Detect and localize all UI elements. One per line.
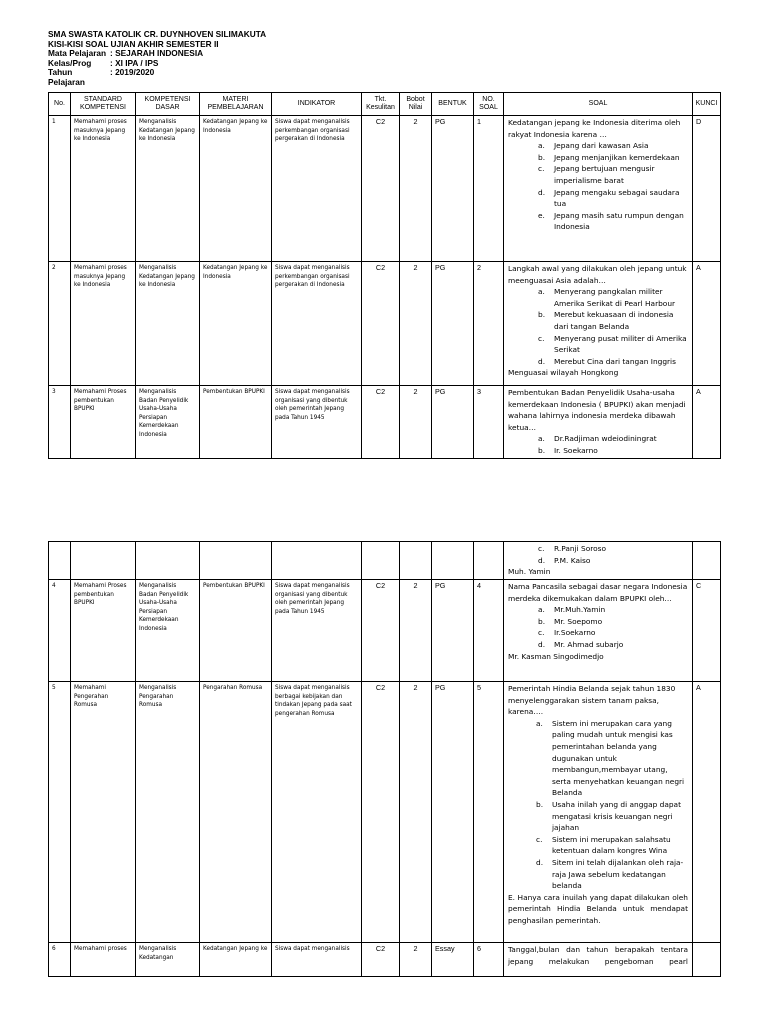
cell-bobot: 2 — [400, 943, 432, 977]
col-header-indikator: INDIKATOR — [272, 93, 362, 116]
cell-no-soal: 5 — [474, 682, 504, 943]
cell-kompetensi — [136, 542, 200, 580]
cell-no — [49, 542, 71, 580]
col-header-soal: SOAL — [504, 93, 693, 116]
cell-materi: Kedatangan Jepang ke — [200, 943, 272, 977]
cell-bentuk: PG — [432, 682, 474, 943]
table-row — [49, 682, 721, 943]
meta-key: Kelas/Prog — [48, 57, 92, 68]
trailing-option-text: Mr. Kasman Singodimedjo — [508, 651, 604, 661]
option-item: c. Ir.Soekarno — [554, 627, 688, 639]
option-item: d. Mr. Ahmad subarjo — [554, 639, 688, 651]
cell-soal — [504, 943, 693, 977]
option-item: d. Sitem ini telah dijalankan oleh raja-raja Jawa sebelum kedatangan belanda — [552, 857, 688, 892]
cell-materi: Kedatangan Jepang ke Indonesia — [200, 116, 272, 262]
option-item: b. Mr. Soepomo — [554, 616, 688, 628]
cell-soal — [504, 262, 693, 386]
cell-kunci: D — [693, 116, 721, 262]
table-row — [49, 262, 721, 386]
cell-materi — [200, 542, 272, 580]
col-header-kunci: KUNCI — [693, 93, 721, 116]
cell-standard: Memahami Pengerahan Romusa — [71, 682, 136, 943]
option-item: a. Jepang dari kawasan Asia — [554, 140, 688, 152]
cell-kompetensi: Menganalisis Badan Penyelidik Usaha-Usaha Persiapan Kemerdekaan Indonesia — [136, 386, 200, 459]
cell-bobot: 2 — [400, 682, 432, 943]
cell-soal — [504, 580, 693, 682]
cell-kunci: A — [693, 682, 721, 943]
option-list — [508, 543, 688, 566]
col-header-bentuk: BENTUK — [432, 93, 474, 116]
cell-tingkat — [362, 542, 400, 580]
cell-no-soal — [474, 542, 504, 580]
cell-bentuk: PG — [432, 262, 474, 386]
option-item: d. P.M. Kaiso — [554, 555, 688, 567]
cell-indikator: Siswa dapat menganalisis — [272, 943, 362, 977]
question-text: Pembentukan Badan Penyelidik Usaha-usaha kemerdekaan Indonesia ( BPUPKI) akan menjadi wahana lahirnya indonesia merdeka dibawah ketua… — [508, 388, 686, 432]
school-name: SMA SWASTA KATOLIK CR. DUYNHOVEN SILIMAKUTA — [48, 29, 267, 39]
cell-bobot: 2 — [400, 386, 432, 459]
cell-kunci — [693, 542, 721, 580]
cell-no-soal: 3 — [474, 386, 504, 459]
cell-kunci: A — [693, 386, 721, 459]
cell-no: 2 — [49, 262, 71, 386]
cell-materi: Pembentukan BPUPKI — [200, 386, 272, 459]
option-item: a. Mr.Muh.Yamin — [554, 604, 688, 616]
col-header-tingkat: Tkt. Kesulitan — [362, 93, 400, 116]
cell-bentuk: PG — [432, 386, 474, 459]
option-item: b. Merebut kekuasaan di indonesia dari tangan Belanda — [554, 309, 688, 332]
trailing-option-text: E. Hanya cara inuilah yang dapat dilakukan oleh pemerintah Hindia Belanda untuk mendapat penghasilan pemerintah. — [508, 892, 688, 925]
option-list — [508, 433, 688, 456]
cell-no: 5 — [49, 682, 71, 943]
cell-tingkat: C2 — [362, 116, 400, 262]
cell-tingkat: C2 — [362, 682, 400, 943]
option-item: d. Jepang mengaku sebagai saudara tua — [554, 187, 688, 210]
option-item: c. Menyerang pusat militer di Amerika Serikat — [554, 333, 688, 356]
meta-key: Mata Pelajaran — [48, 48, 107, 59]
cell-no-soal: 6 — [474, 943, 504, 977]
option-item: a. Dr.Radjiman wdeiodiningrat — [554, 433, 688, 445]
option-item: a. Menyerang pangkalan militer Amerika Serikat di Pearl Harbour — [554, 286, 688, 309]
cell-kompetensi: Menganalisis Pengarahan Romusa — [136, 682, 200, 943]
cell-bentuk — [432, 542, 474, 580]
cell-bobot: 2 — [400, 116, 432, 262]
cell-soal — [504, 386, 693, 459]
cell-bobot — [400, 542, 432, 580]
cell-no: 1 — [49, 116, 71, 262]
question-text: Tanggal,bulan dan tahun berapakah tentara jepang melakukan pengeboman pearl — [508, 945, 688, 966]
option-item: b. Jepang menjanjikan kemerdekaan — [554, 152, 688, 164]
cell-standard: Memahami proses masuknya Jepang ke Indonesia — [71, 262, 136, 386]
cell-materi: Pengarahan Romusa — [200, 682, 272, 943]
cell-indikator: Siswa dapat menganalisis perkembangan organisasi pergerakan di Indonesia — [272, 262, 362, 386]
document-title: KISI-KISI SOAL UJIAN AKHIR SEMESTER II — [48, 38, 219, 49]
question-text: Kedatangan jepang ke Indonesia diterima oleh rakyat Indonesia karena … — [508, 118, 681, 139]
table-row — [49, 943, 721, 977]
col-header-materi: MATERI PEMBELAJARAN — [200, 93, 272, 116]
cell-kunci — [693, 943, 721, 977]
cell-no-soal: 2 — [474, 262, 504, 386]
table-header-row — [49, 93, 721, 116]
cell-tingkat: C2 — [362, 943, 400, 977]
cell-no: 4 — [49, 580, 71, 682]
option-list — [508, 604, 688, 650]
option-list — [508, 286, 688, 367]
question-text: Langkah awal yang dilakukan oleh jepang untuk meenguasai Asia adalah… — [508, 264, 687, 285]
meta-row-class — [48, 59, 266, 69]
option-list — [508, 718, 688, 892]
cell-soal — [504, 542, 693, 580]
meta-key: Tahun Pelajaran — [48, 67, 85, 87]
cell-materi: Pembentukan BPUPKI — [200, 580, 272, 682]
cell-bentuk: PG — [432, 116, 474, 262]
kisi-kisi-table-page-1 — [48, 92, 721, 459]
option-item: a. Sistem ini merupakan cara yang paling mudah untuk mengisi kas pemerintahan belanda yang dugunakan untuk membangun,membayar utang, serta menyehatkan keuangan negri Belanda — [552, 718, 688, 799]
cell-tingkat: C2 — [362, 386, 400, 459]
meta-value: : SEJARAH INDONESIA — [110, 48, 204, 59]
cell-no: 6 — [49, 943, 71, 977]
col-header-kompetensi: KOMPETENSI DASAR — [136, 93, 200, 116]
cell-kunci: C — [693, 580, 721, 682]
cell-materi: Kedatangan Jepang ke Indonesia — [200, 262, 272, 386]
option-item: d. Merebut Cina dari tangan Inggris — [554, 356, 688, 368]
cell-indikator: Siswa dapat menganalisis perkembangan organisasi pergerakan di Indonesia — [272, 116, 362, 262]
option-item: b. Ir. Soekarno — [554, 445, 688, 457]
meta-row-year — [48, 68, 266, 87]
document-header — [48, 30, 266, 88]
table-row — [49, 580, 721, 682]
cell-kompetensi: Menganalisis Kedatangan Jepang ke Indonesia — [136, 262, 200, 386]
cell-no: 3 — [49, 386, 71, 459]
cell-indikator: Siswa dapat menganalisis organisasi yang dibentuk oleh pemerintah Jepang pada Tahun 1945 — [272, 580, 362, 682]
cell-bentuk: PG — [432, 580, 474, 682]
option-item: c. Sistem ini merupakan salahsatu ketentuan dalam kongres Wina — [552, 834, 688, 857]
cell-soal — [504, 116, 693, 262]
question-text: Pemerintah Hindia Belanda sejak tahun 1830 menyelenggarakan sistem tanam paksa, karena…. — [508, 684, 676, 717]
cell-standard — [71, 542, 136, 580]
cell-indikator: Siswa dapat menganalisis organisasi yang dibentuk oleh pemerintah Jepang pada Tahun 1945 — [272, 386, 362, 459]
trailing-option-text: Menguasai wilayah Hongkong — [508, 368, 619, 378]
table-row-continuation — [49, 542, 721, 580]
cell-tingkat: C2 — [362, 262, 400, 386]
col-header-bobot: Bobot Nilai — [400, 93, 432, 116]
kisi-kisi-table-page-2 — [48, 541, 721, 977]
option-item: c. R.Panji Soroso — [554, 543, 688, 555]
cell-indikator — [272, 542, 362, 580]
trailing-option-text: Muh. Yamin — [508, 567, 551, 577]
col-header-no: No. — [49, 93, 71, 116]
col-header-no-soal: NO. SOAL — [474, 93, 504, 116]
col-header-standard: STANDARD KOMPETENSI — [71, 93, 136, 116]
cell-standard: Memahami proses — [71, 943, 136, 977]
table-row — [49, 386, 721, 459]
option-item: c. Jepang bertujuan mengusir imperialisme barat — [554, 163, 688, 186]
cell-indikator: Siswa dapat menganalisis berbagai kebijakan dan tindakan Jepang pada saat pengerahan Romusa — [272, 682, 362, 943]
cell-kompetensi: Menganalisis Kedatangan — [136, 943, 200, 977]
cell-no-soal: 4 — [474, 580, 504, 682]
cell-soal — [504, 682, 693, 943]
table-row — [49, 116, 721, 262]
cell-bentuk: Essay — [432, 943, 474, 977]
cell-standard: Memahami Proses pembentukan BPUPKI — [71, 386, 136, 459]
meta-value: : XI IPA / IPS — [110, 57, 159, 68]
cell-bobot: 2 — [400, 262, 432, 386]
cell-standard: Memahami proses masuknya Jepang ke Indonesia — [71, 116, 136, 262]
cell-kunci: A — [693, 262, 721, 386]
cell-standard: Memahami Proses pembentukan BPUPKI — [71, 580, 136, 682]
cell-kompetensi: Menganalisis Badan Penyelidik Usaha-Usaha Persiapan Kemerdekaan Indonesia — [136, 580, 200, 682]
cell-no-soal: 1 — [474, 116, 504, 262]
option-list — [508, 140, 688, 233]
option-item: b. Usaha inilah yang di anggap dapat mengatasi krisis keuangan negri jajahan — [552, 799, 688, 834]
question-text: Nama Pancasila sebagai dasar negara Indonesia merdeka dikemukakan dalam BPUPKI oleh… — [508, 582, 688, 603]
option-item: e. Jepang masih satu rumpun dengan Indonesia — [554, 210, 688, 233]
cell-bobot: 2 — [400, 580, 432, 682]
cell-kompetensi: Menganalisis Kedatangan Jepang ke Indonesia — [136, 116, 200, 262]
meta-value: : 2019/2020 — [110, 67, 155, 78]
cell-tingkat: C2 — [362, 580, 400, 682]
